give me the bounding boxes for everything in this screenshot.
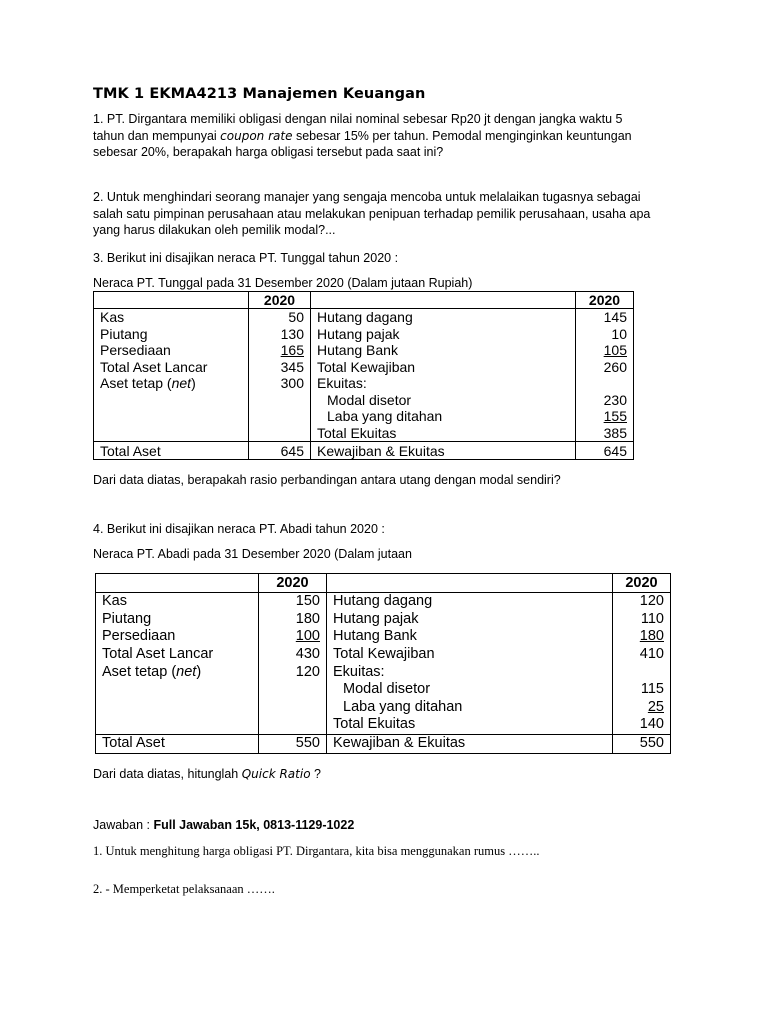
answer-line xyxy=(93,817,354,834)
table-total-row: Total Aset 645 Kewajiban & Ekuitas 645 xyxy=(94,442,634,460)
table-row: Laba yang ditahan 155 xyxy=(94,408,634,425)
q1-line-2: tahun dan mempunyai coupon rate sebesar 15% per tahun. Pemodal menginginkan keuntungan xyxy=(93,128,632,143)
table-row: Persediaan 165 Hutang Bank 105 xyxy=(94,342,634,359)
table-row: Piutang 180 Hutang pajak 110 xyxy=(96,611,671,629)
q2-line-3: yang harus dilakukan oleh pemilik modal?... xyxy=(93,223,336,237)
q2-line-1: 2. Untuk menghindari seorang manajer yang sengaja mencoba untuk melalaikan tugasnya sebagai xyxy=(93,190,641,204)
year-right: 2020 xyxy=(613,574,671,593)
table-row: Kas 150 Hutang dagang 120 xyxy=(96,593,671,611)
coupon-rate-term: coupon rate xyxy=(220,128,293,143)
question-1 xyxy=(93,111,632,161)
table-row: Total Ekuitas 385 xyxy=(94,425,634,442)
answer-snippet-2: 2. - Memperketat pelaksanaan ……. xyxy=(93,882,275,896)
question-4-intro: 4. Berikut ini disajikan neraca PT. Abadi tahun 2020 : xyxy=(93,522,385,536)
balance-sheet-2-caption: Neraca PT. Abadi pada 31 Desember 2020 (Dalam jutaan xyxy=(93,547,412,561)
table-row: Total Aset Lancar 345 Total Kewajiban 260 xyxy=(94,359,634,376)
table-header-row xyxy=(96,574,671,593)
quick-ratio-term: Quick Ratio xyxy=(241,767,311,781)
table-row: Modal disetor 230 xyxy=(94,392,634,409)
document-title: TMK 1 EKMA4213 Manajemen Keuangan xyxy=(93,86,426,102)
balance-sheet-tunggal xyxy=(93,291,634,460)
table-row: Total Aset Lancar 430 Total Kewajiban 410 xyxy=(96,646,671,664)
year-left: 2020 xyxy=(249,292,311,309)
answer-snippet-1: 1. Untuk menghitung harga obligasi PT. Dirgantara, kita bisa menggunakan rumus …….. xyxy=(93,844,540,858)
table-header-row xyxy=(94,292,634,309)
table-row: Total Ekuitas 140 xyxy=(96,716,671,734)
year-right: 2020 xyxy=(576,292,634,309)
question-4-prompt: Dari data diatas, hitunglah Quick Ratio ? xyxy=(93,767,321,781)
table-row: Piutang 130 Hutang pajak 10 xyxy=(94,326,634,343)
q1-line-3: sebesar 20%, berapakah harga obligasi tersebut pada saat ini? xyxy=(93,145,444,159)
answer-value: Full Jawaban 15k, 0813-1129-1022 xyxy=(153,818,355,832)
q1-line-1: 1. PT. Dirgantara memiliki obligasi dengan nilai nominal sebesar Rp20 jt dengan jangka waktu 5 xyxy=(93,112,623,126)
question-3-prompt: Dari data diatas, berapakah rasio perbandingan antara utang dengan modal sendiri? xyxy=(93,473,561,487)
year-left: 2020 xyxy=(259,574,327,593)
table-row: Persediaan 100 Hutang Bank 180 xyxy=(96,628,671,646)
balance-sheet-abadi xyxy=(95,573,671,754)
q2-line-2: salah satu pimpinan perusahaan atau melakukan penipuan terhadap pemilik perusahaan, usaha apa xyxy=(93,206,651,221)
table-row: Modal disetor 115 xyxy=(96,681,671,699)
answer-label: Jawaban : xyxy=(93,818,154,832)
balance-sheet-1-caption: Neraca PT. Tunggal pada 31 Desember 2020 (Dalam jutaan Rupiah) xyxy=(93,276,473,290)
table-row: Aset tetap (net) 120 Ekuitas: xyxy=(96,663,671,681)
table-row: Laba yang ditahan 25 xyxy=(96,699,671,717)
table-row: Aset tetap (net) 300 Ekuitas: xyxy=(94,375,634,392)
table-row: Kas 50 Hutang dagang 145 xyxy=(94,309,634,326)
question-2 xyxy=(93,189,650,239)
table-total-row: Total Aset 550 Kewajiban & Ekuitas 550 xyxy=(96,734,671,753)
question-3-intro: 3. Berikut ini disajikan neraca PT. Tunggal tahun 2020 : xyxy=(93,251,399,265)
